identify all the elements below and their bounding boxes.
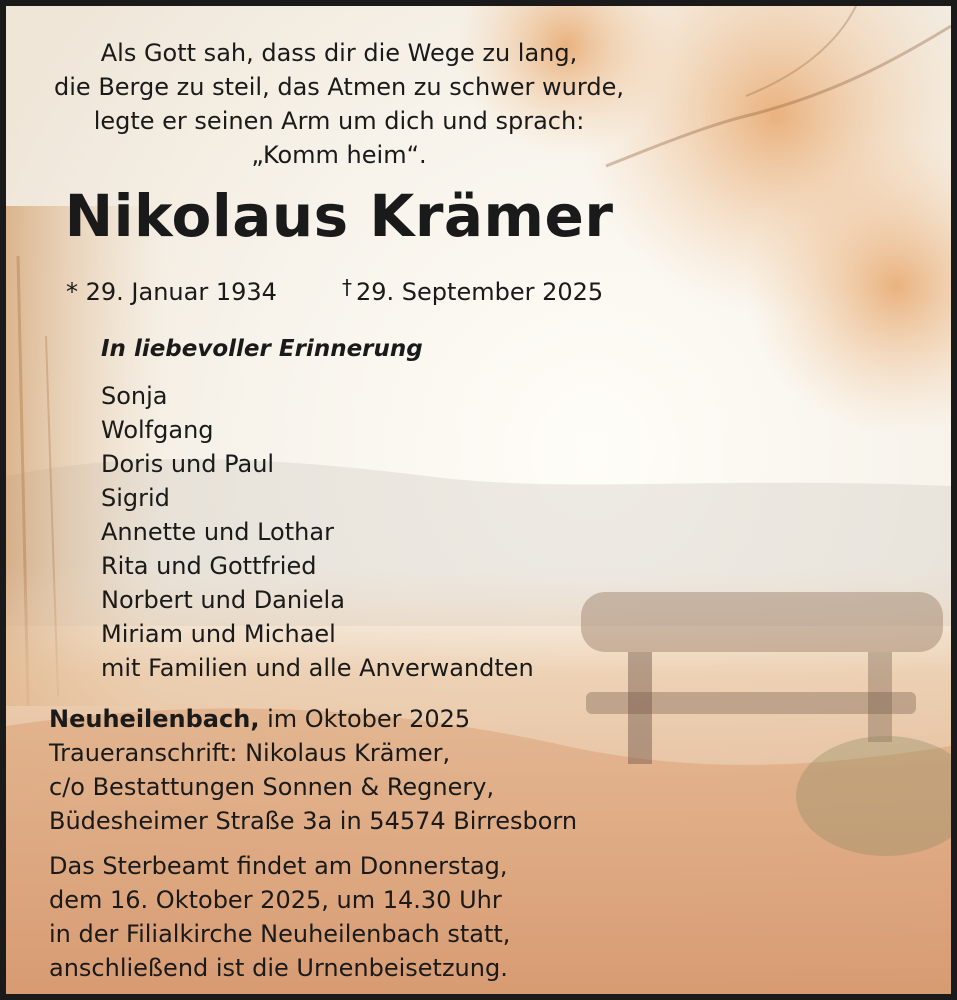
town-name: Neuheilenbach,: [49, 705, 260, 733]
mourner-entry: mit Familien und alle Anverwandten: [101, 654, 534, 682]
service-line: anschließend ist die Urnenbeisetzung.: [49, 954, 508, 982]
service-notice: [49, 849, 510, 985]
poem-line: legte er seinen Arm um dich und sprach:: [93, 107, 585, 135]
mourner-entry: Miriam und Michael: [101, 620, 336, 648]
deceased-name: Nikolaus Krämer: [64, 182, 614, 250]
service-line: dem 16. Oktober 2025, um 14.30 Uhr: [49, 886, 502, 914]
memory-heading: In liebevoller Erinnerung: [101, 336, 423, 362]
death-date: 29. September 2025: [356, 278, 604, 306]
mourner-entry: Annette und Lothar: [101, 518, 334, 546]
mourner-entry: Doris und Paul: [101, 450, 275, 478]
mourners-list: [101, 379, 534, 685]
place-date-line: [49, 702, 577, 736]
month-date: im Oktober 2025: [259, 705, 471, 733]
place-and-address: [49, 702, 577, 838]
poem-line: „Komm heim“.: [251, 141, 427, 169]
address-line: Büdesheimer Straße 3a in 54574 Birresborn: [49, 807, 578, 835]
death-date-line: [342, 275, 604, 306]
mourner-entry: Sonja: [101, 382, 168, 410]
poem-verse: [6, 36, 672, 172]
cross-symbol: †: [342, 275, 352, 299]
poem-line: Als Gott sah, dass dir die Wege zu lang,: [100, 39, 578, 67]
mourner-entry: Rita und Gottfried: [101, 552, 317, 580]
mourner-entry: Sigrid: [101, 484, 170, 512]
mourner-entry: Norbert und Daniela: [101, 586, 345, 614]
address-line: Traueranschrift: Nikolaus Krämer,: [49, 739, 451, 767]
birth-date: * 29. Januar 1934: [66, 278, 277, 306]
service-line: Das Sterbeamt findet am Donnerstag,: [49, 852, 508, 880]
mourner-entry: Wolfgang: [101, 416, 214, 444]
address-line: c/o Bestattungen Sonnen & Regnery,: [49, 773, 495, 801]
service-line: in der Filialkirche Neuheilenbach statt,: [49, 920, 511, 948]
poem-line: die Berge zu steil, das Atmen zu schwer wurde,: [54, 73, 624, 101]
